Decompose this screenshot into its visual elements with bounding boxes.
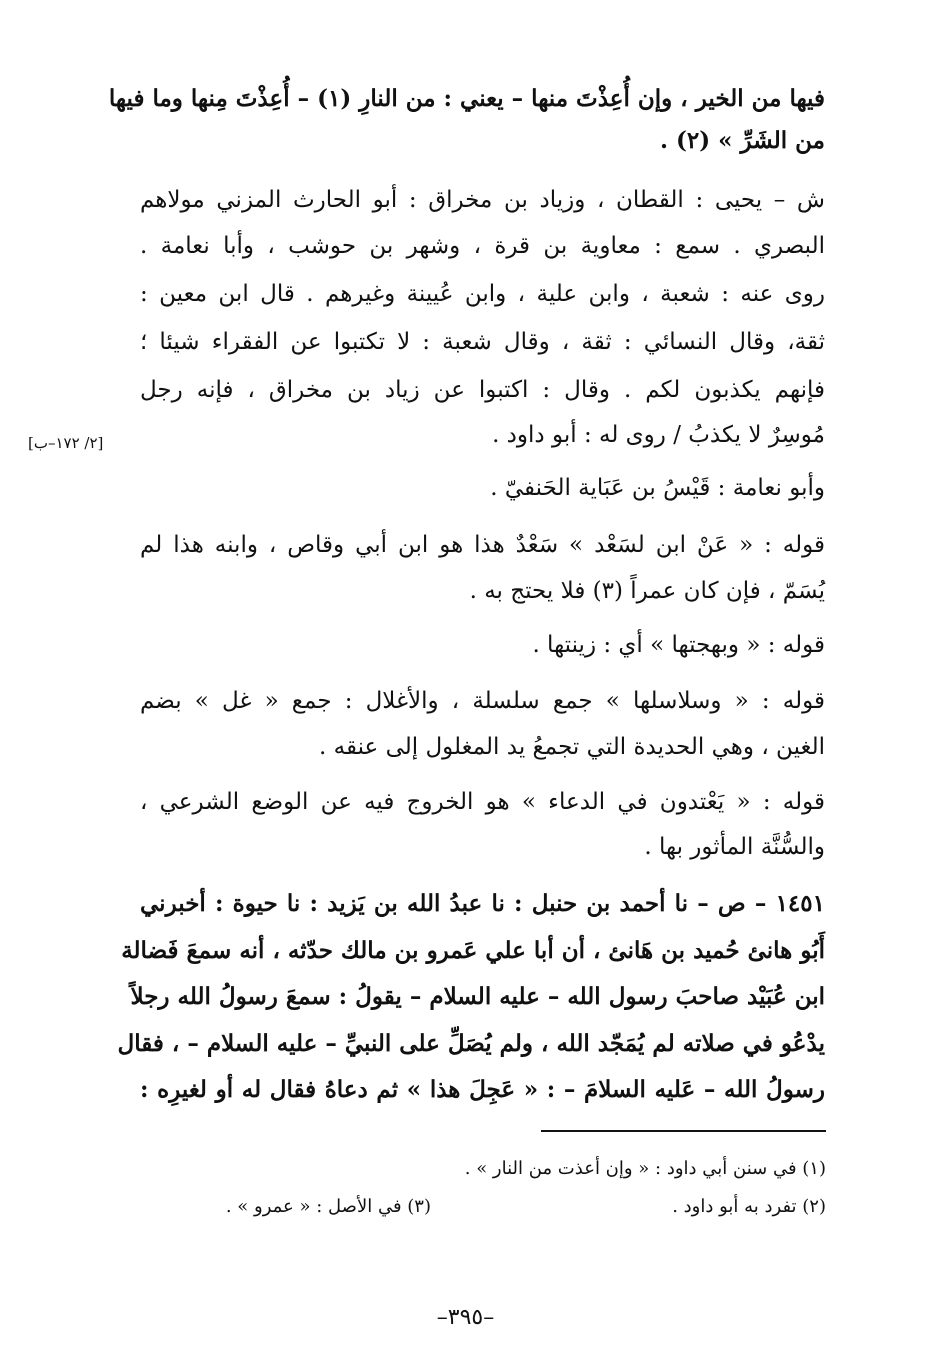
text-line: ابن عُبَيْد صاحبَ رسول الله – عليه السلام – يقولُ : سمعَ رسولُ الله رجلاً bbox=[130, 983, 825, 1010]
text-line: رسولُ الله – عَليه السلامَ – : « عَجِلَ هذا » ثم دعاهُ فقال له أو لغيرِه : bbox=[140, 1076, 825, 1103]
text-line: والسُّنَّة المأثور بها . bbox=[644, 834, 825, 860]
footnote-3: (٣) في الأصل : « عمرو » . bbox=[225, 1196, 431, 1217]
text-line: ١٤٥١ – ص – نا أحمد بن حنبل : نا عبدُ الله بن يَزيد : نا حيوة : أخبرني bbox=[140, 890, 825, 917]
footnote-1: (١) في سنن أبي داود : « وإن أعذت من النار » . bbox=[464, 1158, 826, 1179]
text-line: فيها من الخير ، وإن أُعِذْتَ منها – يعني : من النارِ (١) – أُعِذْتَ مِنها وما فيها bbox=[108, 85, 825, 112]
text-line: من الشَرِّ » (٢) . bbox=[660, 127, 825, 154]
text-line: وأبو نعامة : قَيْسُ بن عَبَاية الحَنفيّ . bbox=[490, 475, 825, 501]
margin-manuscript-reference: [٢/ ١٧٢–ب] bbox=[28, 434, 104, 452]
text-line: أَبُو هانئ حُميد بن هَانئ ، أن أبا علي عَمرو بن مالك حدّثه ، أنه سمعَ فَضالة bbox=[121, 937, 825, 964]
text-line: قوله : « يَعْتدون في الدعاء » هو الخروج فيه عن الوضع الشرعي ، bbox=[140, 789, 825, 815]
text-line: قوله : « وسلاسلها » جمع سلسلة ، والأغلال : جمع « غل » بضم bbox=[140, 688, 825, 714]
text-line: قوله : « وبهجتها » أي : زينتها . bbox=[532, 632, 825, 658]
text-line: روى عنه : شعبة ، وابن علية ، وابن عُيينة وغيرهم . قال ابن معين : bbox=[140, 281, 825, 307]
text-line: مُوسِرٌ لا يكذبُ / روى له : أبو داود . bbox=[492, 422, 825, 448]
footnote-2: (٢) تفرد به أبو داود . bbox=[672, 1196, 826, 1217]
footnote-separator bbox=[541, 1130, 826, 1132]
text-line: فإنهم يكذبون لكم . وقال : اكتبوا عن زياد بن مخراق ، فإنه رجل bbox=[140, 377, 825, 403]
text-line: ش – يحيى : القطان ، وزياد بن مخراق : أبو الحارث المزني مولاهم bbox=[140, 187, 825, 213]
text-line: الغين ، وهي الحديدة التي تجمعُ يد المغلول إلى عنقه . bbox=[319, 734, 825, 760]
text-line: يدْعُو في صلاته لم يُمَجّد الله ، ولم يُصَلِّ على النبيِّ – عليه السلام – ، فقال bbox=[117, 1030, 825, 1057]
page-number: –٣٩٥– bbox=[436, 1305, 495, 1330]
text-line: البصري . سمع : معاوية بن قرة ، وشهر بن حوشب ، وأبا نعامة . bbox=[140, 233, 825, 259]
text-line: يُسَمّ ، فإن كان عمراً (٣) فلا يحتج به . bbox=[469, 578, 825, 604]
text-line: قوله : « عَنْ ابن لسَعْد » سَعْدٌ هذا هو ابن أبي وقاص ، وابنه هذا لم bbox=[140, 532, 825, 558]
text-line: ثقة، وقال النسائي : ثقة ، وقال شعبة : لا تكتبوا عن الفقراء شيئا ؛ bbox=[140, 329, 825, 355]
